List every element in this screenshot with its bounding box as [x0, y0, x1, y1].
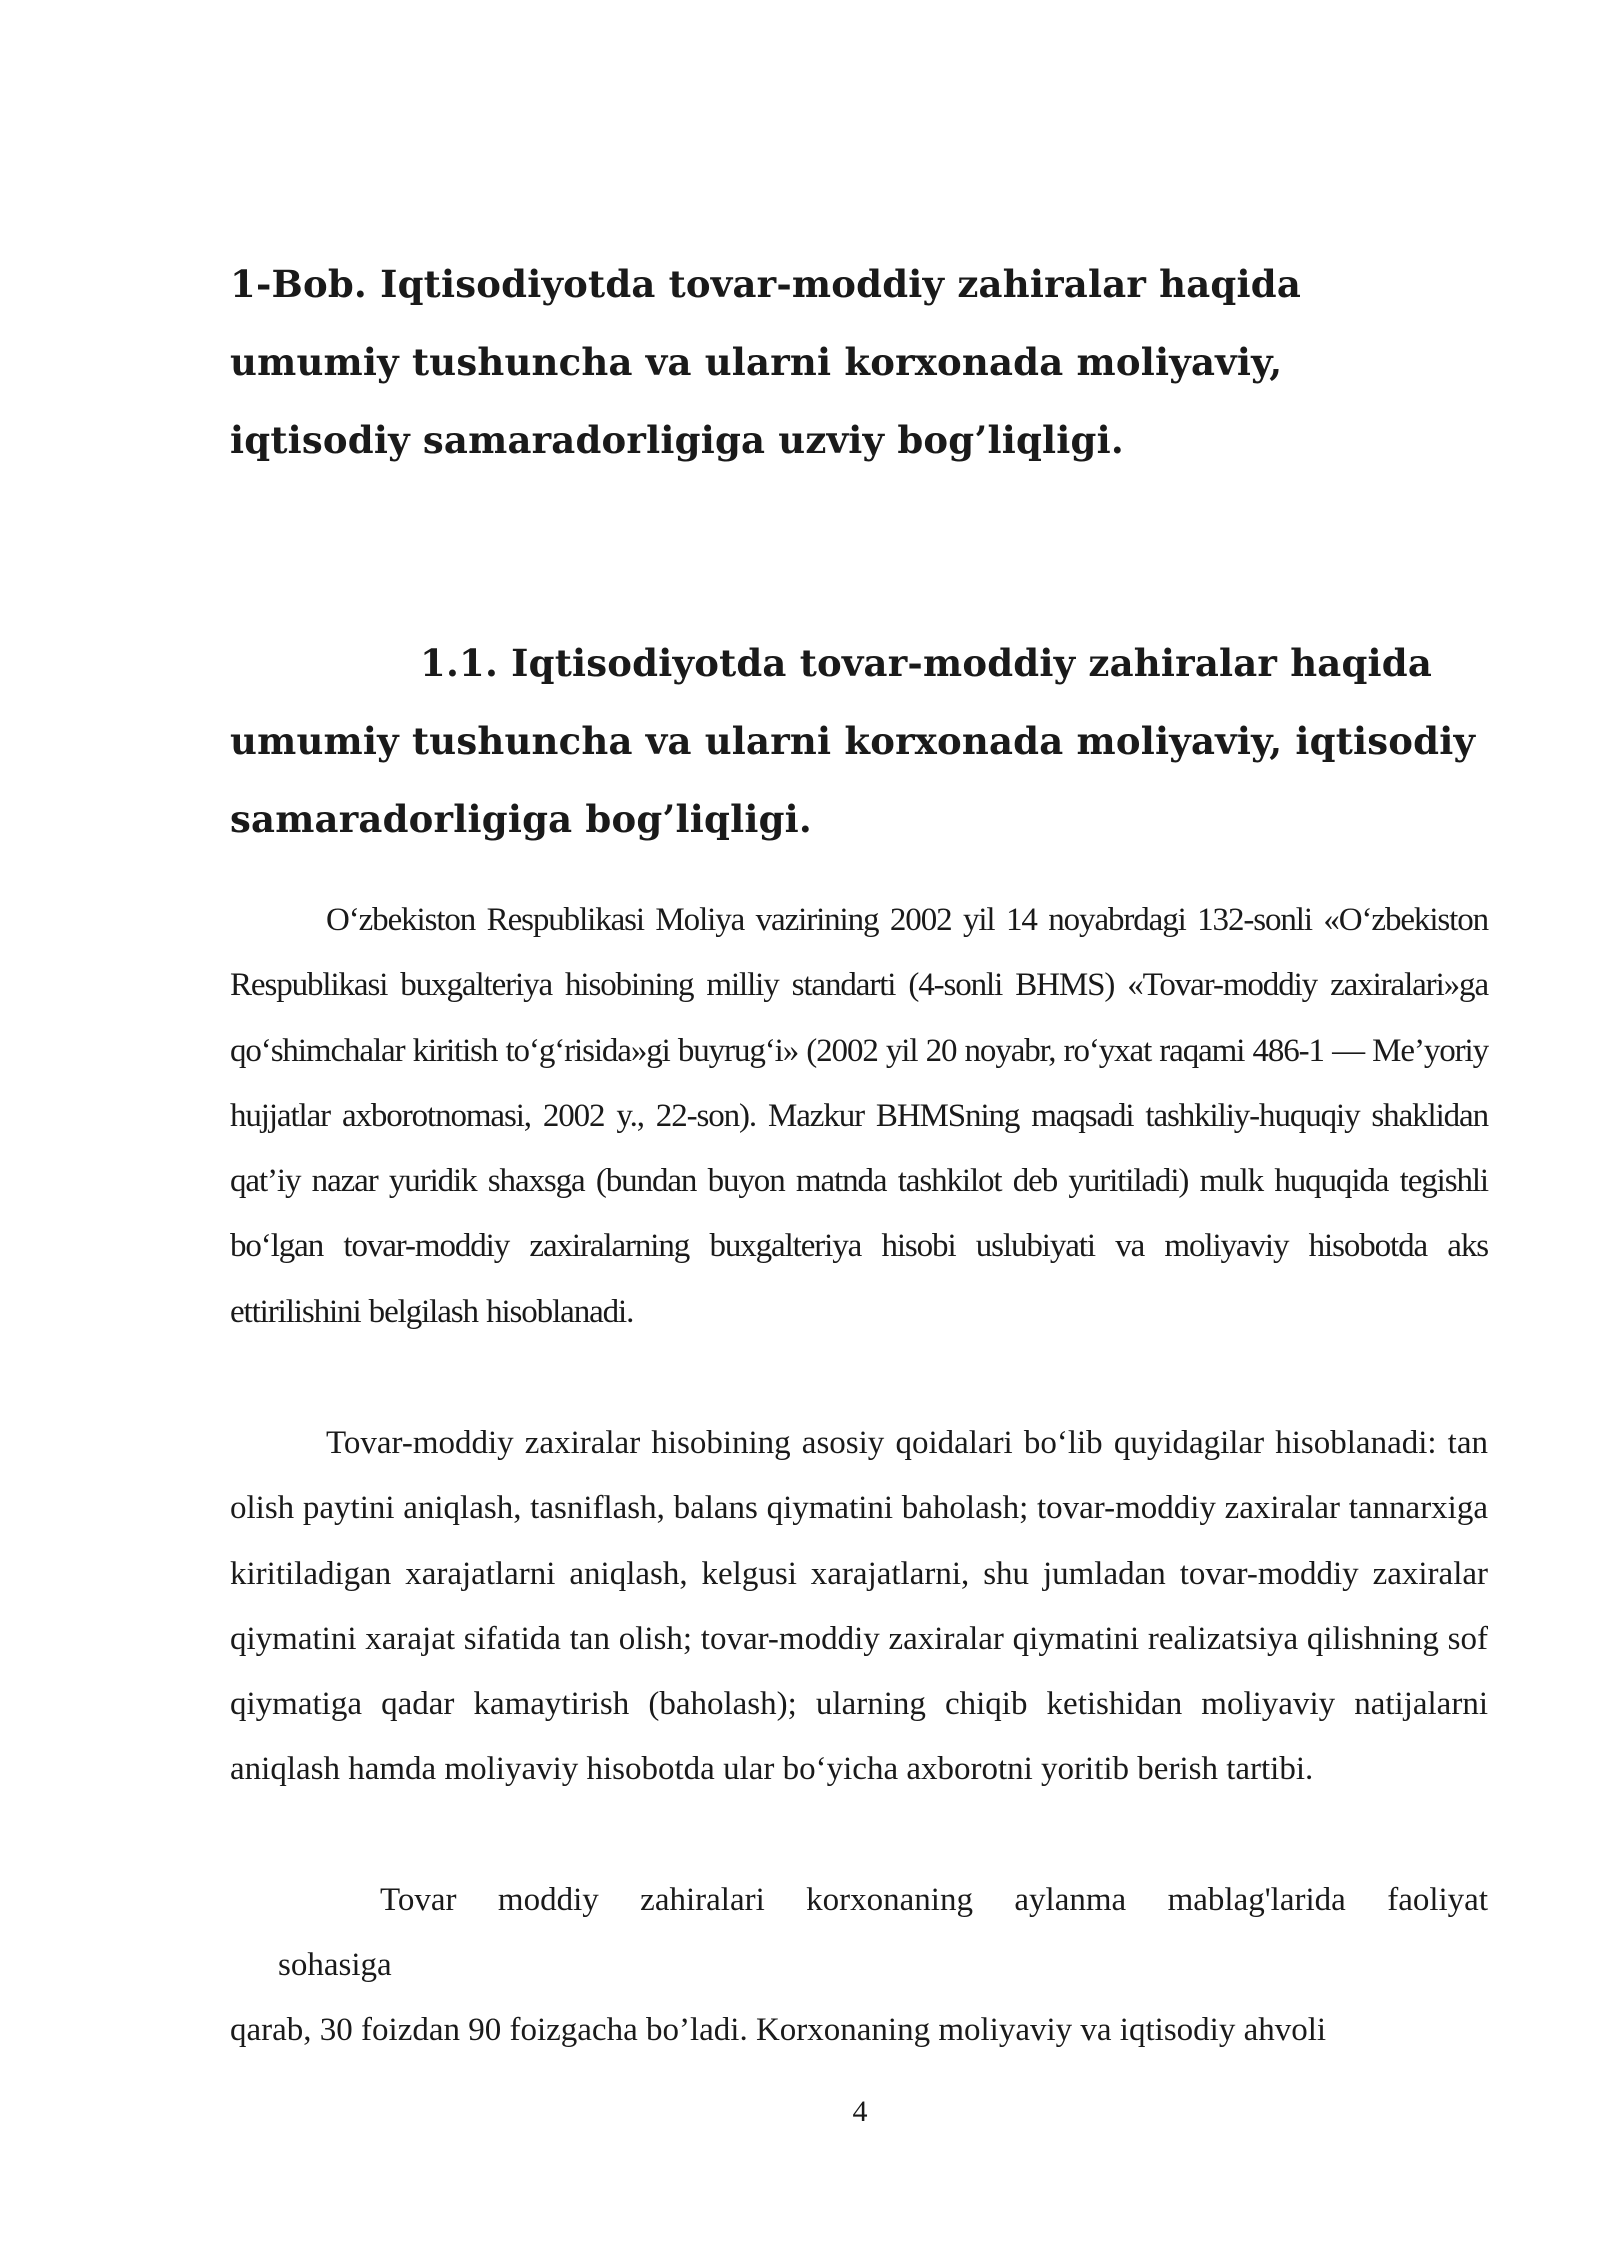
paragraph-inventory-share-line-3: qarab, 30 foizdan 90 foizgacha bo’ladi. Korxonaning moliyaviy va iqtisodiy ahvoli	[230, 2012, 1327, 2048]
page-number: 4	[852, 2095, 868, 2128]
paragraph-accounting-rules: Tovar-moddiy zaxiralar hisobining asosiy qoidalari bo‘lib quyidagilar hisoblanadi: tan olish paytini aniqlash, tasniflash, balans qiymatini baholash; tovar-moddiy zaxiralar tannarxiga kiritiladigan xarajatlarni aniqlash, kelgusi xarajatlarni, shu jumladan tovar-moddiy zaxiralar qiymatini xarajat sifatida tan olish; tovar-moddiy zaxiralar qiymatini realizatsiya qilishning sof qiymatiga qadar kamaytirish (baholash); ularning chiqib ketishidan moliyaviy natijalarni aniqlash hamda moliyaviy hisobotda ular bo‘yicha axborotni yoritib berish tartibi.	[230, 1425, 1488, 1788]
paragraph-inventory-share-line-2: sohasiga	[278, 1947, 392, 1983]
paragraph-standard-reference: O‘zbekiston Respublikasi Moliya vazirining 2002 yil 14 noyabrdagi 132-sonli «O‘zbekiston Respublikasi buxgalteriya hisobining milliy standarti (4-sonli BHMS) «Tovar-moddiy zaxiralari»ga qo‘shimchalar kiritish to‘g‘risida»gi buyrug‘i» (2002 yil 20 noyabr, ro‘yxat raqami 486-1 — Me’yoriy hujjatlar axborotnomasi, 2002 y., 22-son). Mazkur BHMSning maqsadi tashkiliy-huquqiy shaklidan qat’iy nazar yuridik shaxsga (bundan buyon matnda tashkilot deb yuritiladi) mulk huquqida tegishli bo‘lgan tovar-moddiy zaxiralarning buxgalteriya hisobi uslubiyati va moliyaviy hisobotda aks ettirilishini belgilash hisoblanadi.	[230, 902, 1488, 1330]
paragraph-inventory-share-line-1: Tovar moddiy zahiralari korxonaning aylanma mablag'larida faoliyat	[380, 1882, 1488, 1918]
chapter-title: 1-Bob. Iqtisodiyotda tovar-moddiy zahiralar haqida umumiy tushuncha va ularni korxonada moliyaviy, iqtisodiy samaradorligiga uzviy bog’liqligi.	[230, 262, 1302, 462]
section-title: 1.1. Iqtisodiyotda tovar-moddiy zahiralar haqida umumiy tushuncha va ularni korxonada moliyaviy, iqtisodiy samaradorligiga bog’liqligi.	[230, 641, 1476, 841]
